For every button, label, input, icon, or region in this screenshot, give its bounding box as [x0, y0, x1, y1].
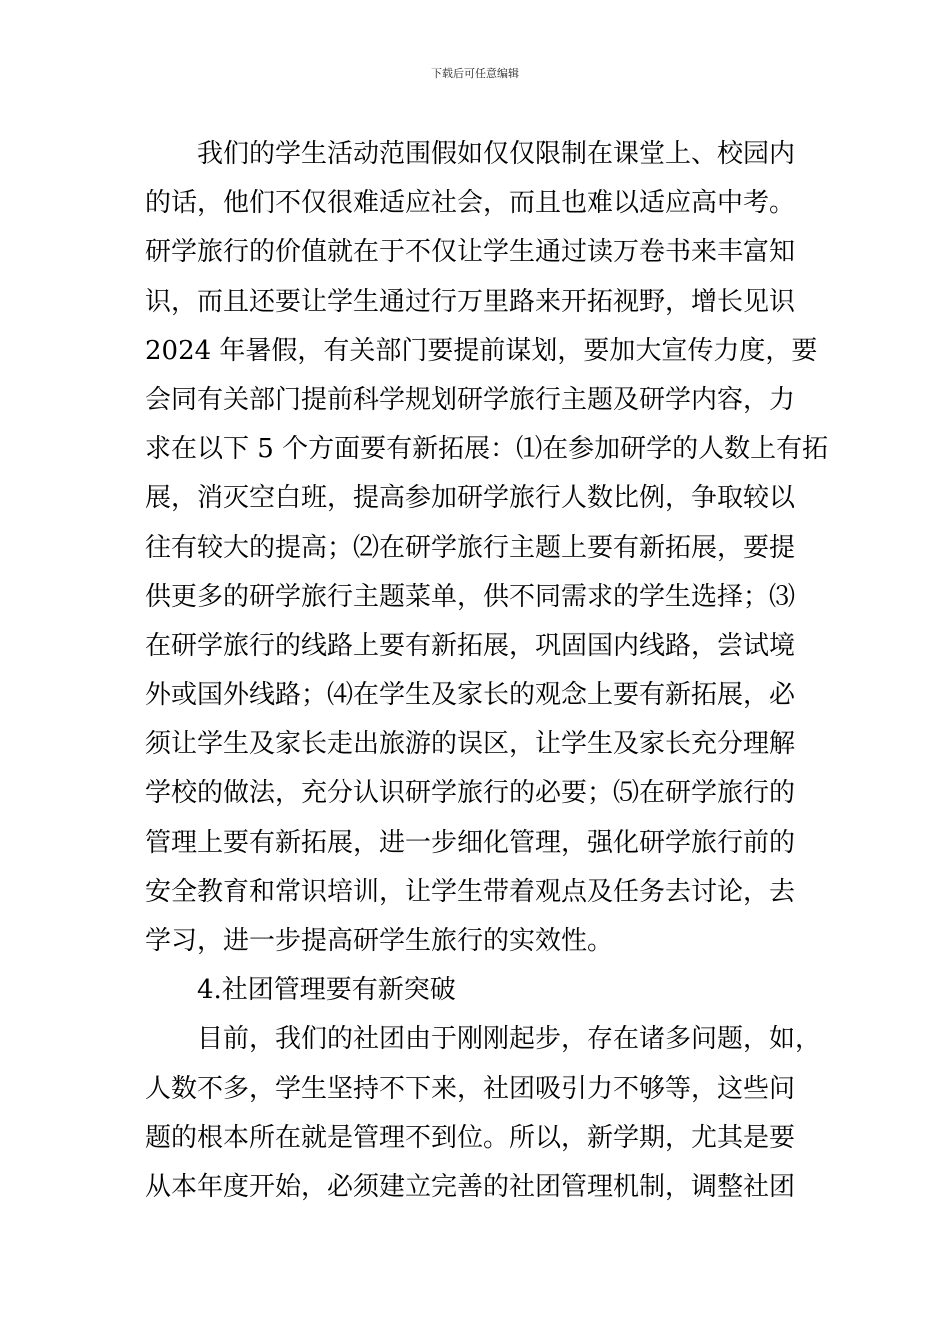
paragraph-line: 求在以下 5 个方面要有新拓展：⑴在参加研学的人数上有拓: [145, 434, 829, 465]
paragraph-line: 研学旅行的价值就在于不仅让学生通过读万卷书来丰富知: [145, 237, 796, 268]
paragraph-line: 的话，他们不仅很难适应社会，而且也难以适应高中考。: [145, 188, 796, 219]
paragraph-line: 题的根本所在就是管理不到位。所以，新学期，尤其是要: [145, 1122, 796, 1153]
paragraph-line: 人数不多，学生坚持不下来，社团吸引力不够等，这些问: [145, 1073, 796, 1104]
paragraph-line: 目前，我们的社团由于刚刚起步，存在诸多问题，如，: [197, 1024, 822, 1055]
paragraph-line: 管理上要有新拓展，进一步细化管理，强化研学旅行前的: [145, 827, 796, 858]
section-heading: 4.社团管理要有新突破: [197, 975, 456, 1006]
paragraph-line: 外或国外线路；⑷在学生及家长的观念上要有新拓展，必: [145, 680, 796, 711]
paragraph-line: 学习，进一步提高研学生旅行的实效性。: [145, 926, 614, 956]
paragraph-line: 在研学旅行的线路上要有新拓展，巩固国内线路，尝试境: [145, 630, 796, 661]
paragraph-line: 2024 年暑假，有关部门要提前谋划，要加大宣传力度，要: [145, 335, 818, 366]
paragraph-line: 学校的做法，充分认识研学旅行的必要；⑸在研学旅行的: [145, 778, 796, 809]
paragraph-line: 识，而且还要让学生通过行万里路来开拓视野，增长见识: [145, 286, 796, 317]
paragraph-line: 往有较大的提高；⑵在研学旅行主题上要有新拓展，要提: [145, 532, 796, 563]
body-text: [145, 130, 829, 1212]
paragraph-line: 我们的学生活动范围假如仅仅限制在课堂上、校园内: [197, 139, 796, 169]
paragraph-line: 须让学生及家长走出旅游的误区，让学生及家长充分理解: [145, 729, 796, 760]
paragraph-line: 供更多的研学旅行主题菜单，供不同需求的学生选择；⑶: [145, 581, 796, 612]
paragraph-line: 会同有关部门提前科学规划研学旅行主题及研学内容，力: [145, 384, 796, 415]
page-header: 下载后可任意编辑: [431, 67, 519, 80]
paragraph-line: 展，消灭空白班，提高参加研学旅行人数比例，争取较以: [145, 483, 796, 514]
paragraph-line: 安全教育和常识培训，让学生带着观点及任务去讨论，去: [145, 876, 796, 907]
paragraph-line: 从本年度开始，必须建立完善的社团管理机制，调整社团: [145, 1171, 796, 1202]
